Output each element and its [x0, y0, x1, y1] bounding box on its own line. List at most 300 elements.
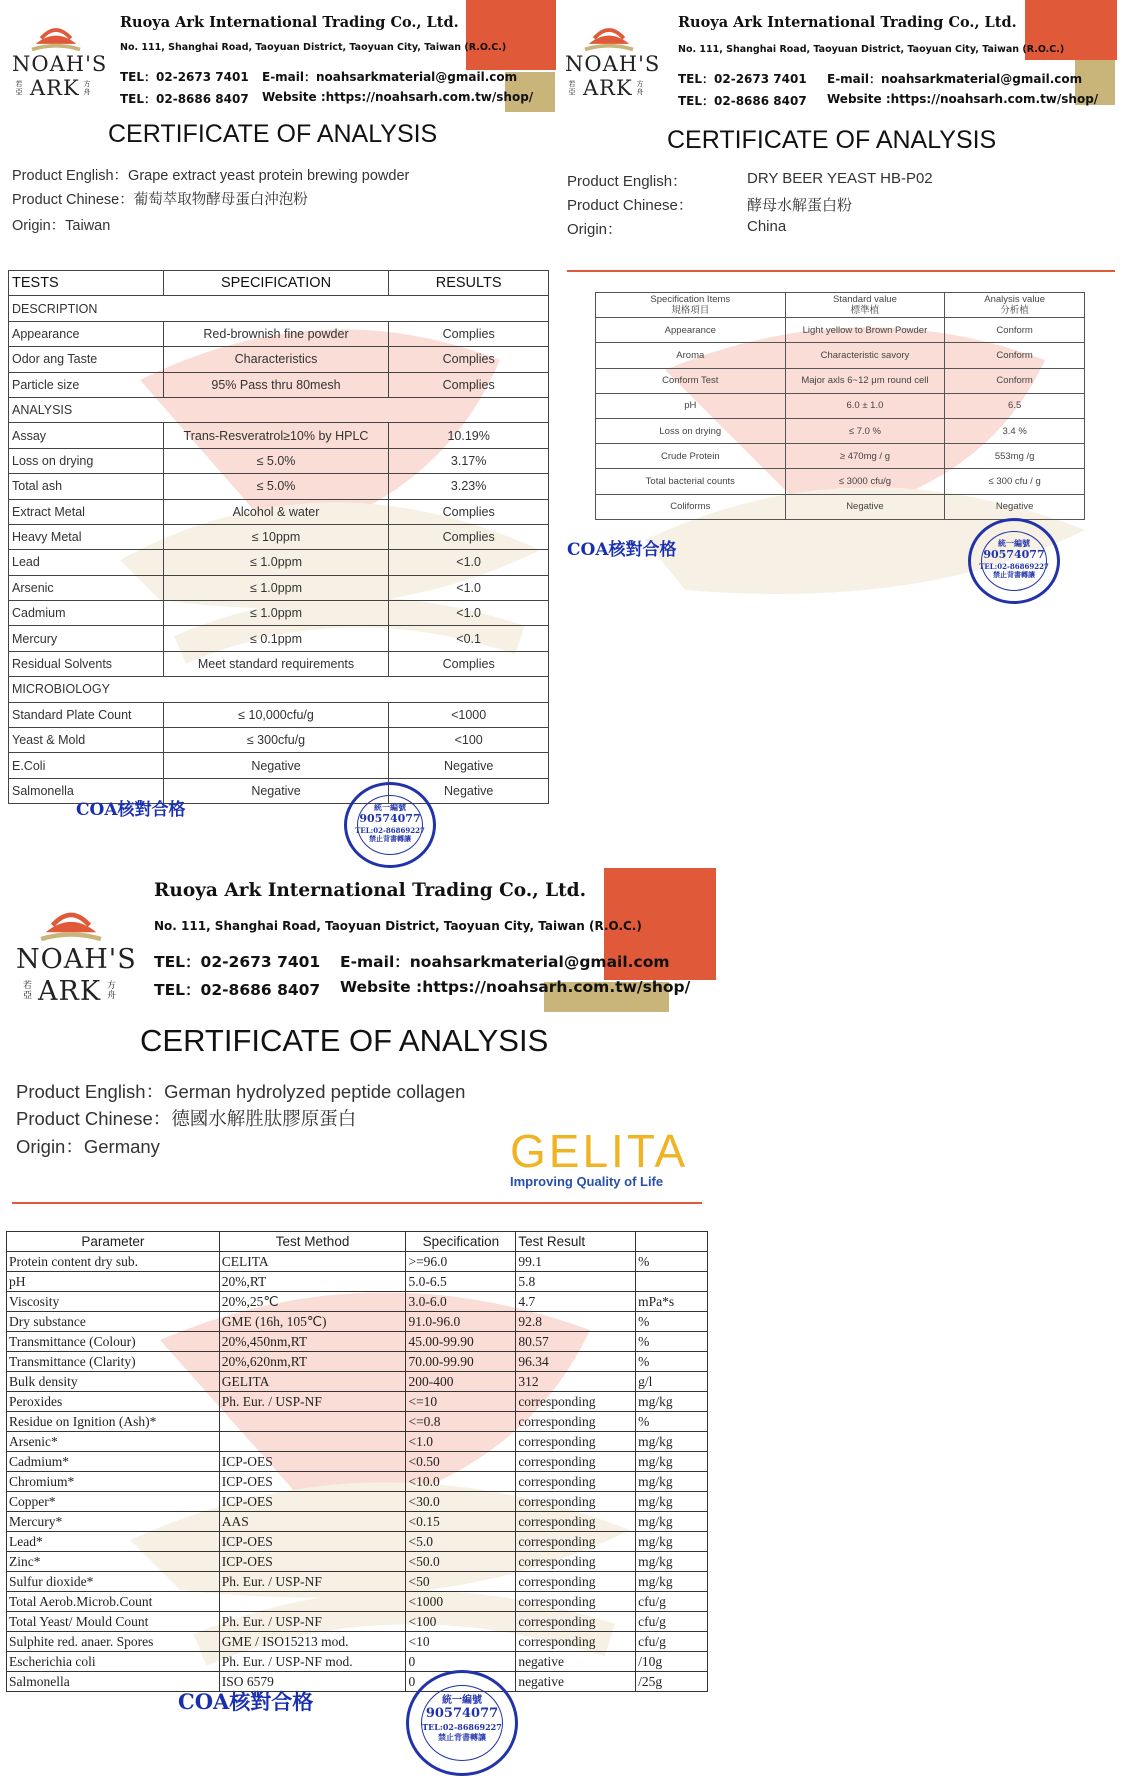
test-method: ICP-OES	[219, 1472, 406, 1492]
seal-line1: 統一編號	[998, 538, 1030, 548]
parameter: Dry substance	[7, 1312, 220, 1332]
specification-value: 91.0-96.0	[406, 1312, 516, 1332]
specification-value: Negative	[163, 778, 389, 803]
table-row	[9, 728, 549, 753]
specification-value: 70.00-99.90	[406, 1352, 516, 1372]
spec-item: Appearance	[596, 318, 786, 343]
result-value: Complies	[389, 499, 549, 524]
parameter: Peroxides	[7, 1392, 220, 1412]
table-row	[7, 1552, 708, 1572]
spec-item: Total bacterial counts	[596, 469, 786, 494]
parameter: Transmittance (Clarity)	[7, 1352, 220, 1372]
table-row	[7, 1472, 708, 1492]
table-row	[7, 1612, 708, 1632]
table-row	[7, 1492, 708, 1512]
table-row	[9, 372, 549, 397]
analysis-value: Negative	[945, 494, 1085, 519]
seal-line1: 統一編號	[374, 802, 406, 812]
col-specification: SPECIFICATION	[163, 271, 389, 296]
parameter: Salmonella	[7, 1672, 220, 1692]
standard-value: Major axls 6~12 μm round cell	[785, 368, 945, 393]
test-method: GELITA	[219, 1372, 406, 1392]
col-analysis-value-zh: 分析植	[1000, 305, 1029, 317]
table-row	[9, 601, 549, 626]
table-row	[7, 1512, 708, 1532]
parameter: Arsenic*	[7, 1432, 220, 1452]
col-test-result: Test Result	[516, 1232, 636, 1252]
col-spec-items-zh: 規格項目	[671, 305, 710, 317]
test-method: 20%,RT	[219, 1272, 406, 1292]
specification-value: <30.0	[406, 1492, 516, 1512]
test-method: GME / ISO15213 mod.	[219, 1632, 406, 1652]
test-method: Ph. Eur. / USP-NF	[219, 1572, 406, 1592]
logo-side-left: 若亞	[568, 80, 576, 96]
analysis-value: 3.4 %	[945, 418, 1085, 443]
section-label: MICROBIOLOGY	[9, 677, 549, 702]
gelita-name: GELITA	[510, 1125, 689, 1177]
result-value: Complies	[389, 524, 549, 549]
unit: g/l	[636, 1372, 708, 1392]
spec-item: Crude Protein	[596, 444, 786, 469]
spec-item: Conform Test	[596, 368, 786, 393]
specification-value: <1000	[406, 1592, 516, 1612]
test-method	[219, 1412, 406, 1432]
test-method: ICP-OES	[219, 1552, 406, 1572]
result-value: Negative	[389, 753, 549, 778]
divider-line	[12, 1202, 702, 1204]
test-name: E.Coli	[9, 753, 164, 778]
test-method: ICP-OES	[219, 1532, 406, 1552]
specification-value: ≤ 1.0ppm	[163, 601, 389, 626]
analysis-value: Conform	[945, 318, 1085, 343]
test-result: 92.8	[516, 1312, 636, 1332]
logo-noahs: NOAH'S	[16, 944, 137, 975]
analysis-value: Conform	[945, 368, 1085, 393]
certificate-grape-yeast	[0, 0, 555, 843]
table-header-row	[9, 271, 549, 296]
standard-value: ≥ 470mg / g	[785, 444, 945, 469]
result-value: <100	[389, 728, 549, 753]
col-analysis-value	[945, 293, 1085, 318]
unit: %	[636, 1252, 708, 1272]
test-result: corresponding	[516, 1392, 636, 1412]
logo-noahs: NOAH'S	[565, 52, 661, 76]
specification-value: <=0.8	[406, 1412, 516, 1432]
divider-line	[567, 270, 1115, 272]
analysis-value: 553mg /g	[945, 444, 1085, 469]
test-name: Residual Solvents	[9, 651, 164, 676]
logo-ark: ARK	[30, 76, 80, 100]
seal-line2: 90574077	[983, 548, 1045, 561]
logo-ark: ARK	[38, 976, 101, 1007]
parameter: Escherichia coli	[7, 1652, 220, 1672]
result-value: Negative	[389, 778, 549, 803]
test-result: 99.1	[516, 1252, 636, 1272]
specification-value: Negative	[163, 753, 389, 778]
specification-value: <50	[406, 1572, 516, 1592]
analysis-value: ≤ 300 cfu / g	[945, 469, 1085, 494]
specification-value: <=10	[406, 1392, 516, 1412]
seal-line1: 統一編號	[442, 1695, 482, 1706]
company-seal-stamp	[406, 1670, 518, 1776]
section-label: ANALYSIS	[9, 397, 549, 422]
table-row	[596, 469, 1085, 494]
test-name: Assay	[9, 423, 164, 448]
unit: cfu/g	[636, 1612, 708, 1632]
seal-line2: 90574077	[425, 1706, 499, 1721]
table-row	[7, 1272, 708, 1292]
unit: mg/kg	[636, 1392, 708, 1412]
result-value: 3.17%	[389, 448, 549, 473]
product-english: DRY BEER YEAST HB-P02	[747, 170, 933, 187]
parameter: Total Yeast/ Mould Count	[7, 1612, 220, 1632]
header-red-block	[466, 0, 556, 70]
company-tel-1: TEL：02-2673 7401	[154, 953, 321, 971]
specification-value: ≤ 5.0%	[163, 448, 389, 473]
test-name: Standard Plate Count	[9, 702, 164, 727]
unit: cfu/g	[636, 1632, 708, 1652]
specification-value: Trans-Resveratrol≥10% by HPLC	[163, 423, 389, 448]
gelita-logo	[510, 1125, 689, 1189]
result-value: <0.1	[389, 626, 549, 651]
table-row	[9, 499, 549, 524]
table-row	[7, 1252, 708, 1272]
unit: %	[636, 1412, 708, 1432]
result-value: Complies	[389, 651, 549, 676]
company-email: E-mail：noahsarkmaterial@gmail.com	[262, 70, 518, 84]
spec-item: Aroma	[596, 343, 786, 368]
origin: China	[747, 218, 787, 235]
table-row	[7, 1652, 708, 1672]
unit: %	[636, 1312, 708, 1332]
table-row	[9, 321, 549, 346]
table-row	[7, 1672, 708, 1692]
table-row	[9, 626, 549, 651]
specification-value: <100	[406, 1612, 516, 1632]
test-result: 96.34	[516, 1352, 636, 1372]
seal-line3: TEL:02-86869227	[979, 562, 1049, 571]
specification-value: 45.00-99.90	[406, 1332, 516, 1352]
test-result: negative	[516, 1672, 636, 1692]
company-email: E-mail：noahsarkmaterial@gmail.com	[827, 72, 1083, 86]
standard-value: Light yellow to Brown Powder	[785, 318, 945, 343]
unit: %	[636, 1332, 708, 1352]
section-label: DESCRIPTION	[9, 296, 549, 321]
test-name: Heavy Metal	[9, 524, 164, 549]
test-method: AAS	[219, 1512, 406, 1532]
analysis-table	[595, 292, 1085, 520]
col-standard-value-en: Standard value	[832, 294, 897, 306]
unit: /10g	[636, 1652, 708, 1672]
test-method: 20%,450nm,RT	[219, 1332, 406, 1352]
ship-logo-icon	[581, 18, 637, 55]
test-result: 4.7	[516, 1292, 636, 1312]
col-standard-value	[785, 293, 945, 318]
col-standard-value-zh: 標準植	[850, 305, 880, 317]
table-row	[9, 474, 549, 499]
logo-ark: ARK	[583, 76, 633, 100]
spec-item: Coliforms	[596, 494, 786, 519]
seal-line2: 90574077	[359, 812, 421, 825]
parameter: Copper*	[7, 1492, 220, 1512]
specification-value: <50.0	[406, 1552, 516, 1572]
parameter: Chromium*	[7, 1472, 220, 1492]
company-tel-1: TEL：02-2673 7401	[120, 70, 249, 84]
test-method: CELITA	[219, 1252, 406, 1272]
standard-value: ≤ 7.0 %	[785, 418, 945, 443]
col-tests: TESTS	[9, 271, 164, 296]
col-parameter: Parameter	[7, 1232, 220, 1252]
test-result: corresponding	[516, 1572, 636, 1592]
specification-value: >=96.0	[406, 1252, 516, 1272]
company-address: No. 111, Shanghai Road, Taoyuan District, Taoyuan City, Taiwan (R.O.C.)	[678, 44, 1065, 55]
test-name: Odor ang Taste	[9, 347, 164, 372]
certificate-beer-yeast	[555, 0, 1128, 830]
result-value: <1000	[389, 702, 549, 727]
analysis-value: Conform	[945, 343, 1085, 368]
unit: cfu/g	[636, 1592, 708, 1612]
test-result: corresponding	[516, 1632, 636, 1652]
ship-logo-icon	[36, 900, 106, 946]
seal-line4: 禁止背書轉讓	[993, 570, 1035, 579]
unit: mPa*s	[636, 1292, 708, 1312]
logo-side-left: 若亞	[21, 980, 31, 1000]
section-row	[9, 397, 549, 422]
table-row	[7, 1632, 708, 1652]
logo-side-right: 方舟	[105, 980, 115, 1000]
table-row	[9, 423, 549, 448]
table-row	[9, 448, 549, 473]
test-result: corresponding	[516, 1552, 636, 1572]
parameter: Sulphite red. anaer. Spores	[7, 1632, 220, 1652]
company-email: E-mail：noahsarkmaterial@gmail.com	[340, 953, 670, 971]
coa-verified-mark: COA核對合格	[567, 540, 677, 560]
col-results: RESULTS	[389, 271, 549, 296]
ship-logo-icon	[28, 18, 84, 55]
specification-value: ≤ 1.0ppm	[163, 550, 389, 575]
test-method: GME (16h, 105℃)	[219, 1312, 406, 1332]
specification-value: Alcohol & water	[163, 499, 389, 524]
result-value: Complies	[389, 372, 549, 397]
table-row	[596, 418, 1085, 443]
test-name: Appearance	[9, 321, 164, 346]
company-tel-2: TEL：02-8686 8407	[678, 94, 807, 108]
test-method: ICP-OES	[219, 1492, 406, 1512]
table-row	[7, 1312, 708, 1332]
table-row	[7, 1572, 708, 1592]
table-row	[7, 1372, 708, 1392]
unit: /25g	[636, 1672, 708, 1692]
col-spec-items-en: Specification Items	[650, 294, 731, 306]
table-row	[9, 524, 549, 549]
logo-side-right: 方舟	[636, 80, 644, 96]
product-chinese-label: Product Chinese：	[567, 197, 693, 214]
logo-noahs: NOAH'S	[12, 52, 108, 76]
table-row	[7, 1592, 708, 1612]
analysis-value: 6.5	[945, 393, 1085, 418]
table-row	[9, 753, 549, 778]
test-method: ISO 6579	[219, 1672, 406, 1692]
table-header-row	[596, 293, 1085, 318]
test-result: corresponding	[516, 1432, 636, 1452]
test-method: Ph. Eur. / USP-NF	[219, 1392, 406, 1412]
standard-value: ≤ 3000 cfu/g	[785, 469, 945, 494]
specification-value: ≤ 5.0%	[163, 474, 389, 499]
company-address: No. 111, Shanghai Road, Taoyuan District, Taoyuan City, Taiwan (R.O.C.)	[120, 42, 507, 53]
table-row	[596, 318, 1085, 343]
logo-side-right: 方舟	[83, 80, 91, 96]
table-row	[596, 343, 1085, 368]
col-spec-items	[596, 293, 786, 318]
test-result: corresponding	[516, 1532, 636, 1552]
specification-value: 5.0-6.5	[406, 1272, 516, 1292]
table-row	[7, 1352, 708, 1372]
company-website: Website :https://noahsarh.com.tw/shop/	[340, 978, 691, 996]
logo-side-left: 若亞	[15, 80, 23, 96]
test-result: corresponding	[516, 1412, 636, 1432]
result-value: <1.0	[389, 575, 549, 600]
specification-value: ≤ 300cfu/g	[163, 728, 389, 753]
result-value: Complies	[389, 347, 549, 372]
test-result: corresponding	[516, 1452, 636, 1472]
product-chinese: Product Chinese：德國水解胜肽膠原蛋白	[16, 1108, 357, 1129]
col-test-method: Test Method	[219, 1232, 406, 1252]
table-row	[7, 1392, 708, 1412]
section-row	[9, 677, 549, 702]
test-name: Arsenic	[9, 575, 164, 600]
test-result: corresponding	[516, 1592, 636, 1612]
table-row	[7, 1532, 708, 1552]
origin: Origin：Germany	[16, 1136, 160, 1157]
result-value: Complies	[389, 321, 549, 346]
table-row	[596, 494, 1085, 519]
specification-value: 0	[406, 1652, 516, 1672]
company-name: Ruoya Ark International Trading Co., Ltd.	[678, 14, 1017, 31]
unit: mg/kg	[636, 1512, 708, 1532]
specification-value: <10.0	[406, 1472, 516, 1492]
product-english: Product English：Grape extract yeast protein brewing powder	[12, 168, 410, 184]
test-method: Ph. Eur. / USP-NF	[219, 1612, 406, 1632]
unit: mg/kg	[636, 1432, 708, 1452]
test-name: Particle size	[9, 372, 164, 397]
standard-value: 6.0 ± 1.0	[785, 393, 945, 418]
result-value: <1.0	[389, 601, 549, 626]
unit: mg/kg	[636, 1572, 708, 1592]
specification-value: <10	[406, 1632, 516, 1652]
col-analysis-value-en: Analysis value	[984, 294, 1045, 306]
unit: mg/kg	[636, 1552, 708, 1572]
specification-value: Meet standard requirements	[163, 651, 389, 676]
specification-value: 200-400	[406, 1372, 516, 1392]
seal-line4: 禁止背書轉讓	[369, 834, 411, 843]
test-name: Salmonella	[9, 778, 164, 803]
unit: mg/kg	[636, 1492, 708, 1512]
coa-verified-mark: COA核對合格	[76, 800, 186, 820]
product-chinese: 酵母水解蛋白粉	[747, 197, 853, 214]
certificate-title: CERTIFICATE OF ANALYSIS	[108, 120, 438, 148]
table-row	[7, 1332, 708, 1352]
parameter: Cadmium*	[7, 1452, 220, 1472]
table-row	[9, 550, 549, 575]
analysis-table	[6, 1231, 708, 1692]
specification-value: ≤ 10,000cfu/g	[163, 702, 389, 727]
test-result: corresponding	[516, 1612, 636, 1632]
unit: mg/kg	[636, 1532, 708, 1552]
specification-value: <5.0	[406, 1532, 516, 1552]
company-name: Ruoya Ark International Trading Co., Ltd.	[120, 14, 459, 31]
parameter: Mercury*	[7, 1512, 220, 1532]
company-name: Ruoya Ark International Trading Co., Ltd.	[154, 880, 587, 901]
result-value: <1.0	[389, 550, 549, 575]
unit: mg/kg	[636, 1472, 708, 1492]
table-row	[596, 444, 1085, 469]
certificate-title: CERTIFICATE OF ANALYSIS	[667, 126, 997, 154]
company-tel-2: TEL：02-8686 8407	[154, 981, 321, 999]
company-website: Website :https://noahsarh.com.tw/shop/	[262, 90, 534, 104]
company-address: No. 111, Shanghai Road, Taoyuan District, Taoyuan City, Taiwan (R.O.C.)	[154, 919, 642, 933]
test-name: Yeast & Mold	[9, 728, 164, 753]
parameter: Protein content dry sub.	[7, 1252, 220, 1272]
test-result: corresponding	[516, 1512, 636, 1532]
company-website: Website :https://noahsarh.com.tw/shop/	[827, 92, 1099, 106]
test-method: 20%,25℃	[219, 1292, 406, 1312]
table-row	[9, 702, 549, 727]
table-row	[9, 575, 549, 600]
parameter: Zinc*	[7, 1552, 220, 1572]
table-header-row	[7, 1232, 708, 1252]
parameter: Viscosity	[7, 1292, 220, 1312]
origin: Origin：Taiwan	[12, 218, 111, 234]
parameter: Total Aerob.Microb.Count	[7, 1592, 220, 1612]
seal-line3: TEL:02-86869227	[422, 1722, 502, 1732]
company-tel-1: TEL：02-2673 7401	[678, 72, 807, 86]
test-method: Ph. Eur. / USP-NF mod.	[219, 1652, 406, 1672]
standard-value: Negative	[785, 494, 945, 519]
company-seal-stamp	[344, 782, 436, 868]
test-result: 5.8	[516, 1272, 636, 1292]
parameter: Bulk density	[7, 1372, 220, 1392]
origin-label: Origin：	[567, 221, 623, 238]
specification-value: ≤ 1.0ppm	[163, 575, 389, 600]
certificate-collagen	[0, 860, 720, 1789]
specification-value: ≤ 10ppm	[163, 524, 389, 549]
parameter: Residue on Ignition (Ash)*	[7, 1412, 220, 1432]
company-tel-2: TEL：02-8686 8407	[120, 92, 249, 106]
test-result: negative	[516, 1652, 636, 1672]
test-method	[219, 1592, 406, 1612]
unit: %	[636, 1352, 708, 1372]
product-english: Product English：German hydrolyzed peptide collagen	[16, 1081, 466, 1102]
product-chinese: Product Chinese：葡萄萃取物酵母蛋白沖泡粉	[12, 192, 308, 208]
coa-verified-mark: COA核對合格	[178, 1689, 314, 1714]
specification-value: <0.15	[406, 1512, 516, 1532]
test-name: Loss on drying	[9, 448, 164, 473]
test-result: corresponding	[516, 1472, 636, 1492]
parameter: Sulfur dioxide*	[7, 1572, 220, 1592]
table-row	[596, 368, 1085, 393]
spec-item: Loss on drying	[596, 418, 786, 443]
test-name: Extract Metal	[9, 499, 164, 524]
parameter: Transmittance (Colour)	[7, 1332, 220, 1352]
specification-value: Characteristics	[163, 347, 389, 372]
specification-value: 95% Pass thru 80mesh	[163, 372, 389, 397]
test-result: 80.57	[516, 1332, 636, 1352]
table-row	[9, 651, 549, 676]
test-method	[219, 1432, 406, 1452]
test-method: ICP-OES	[219, 1452, 406, 1472]
unit	[636, 1272, 708, 1292]
result-value: 10.19%	[389, 423, 549, 448]
